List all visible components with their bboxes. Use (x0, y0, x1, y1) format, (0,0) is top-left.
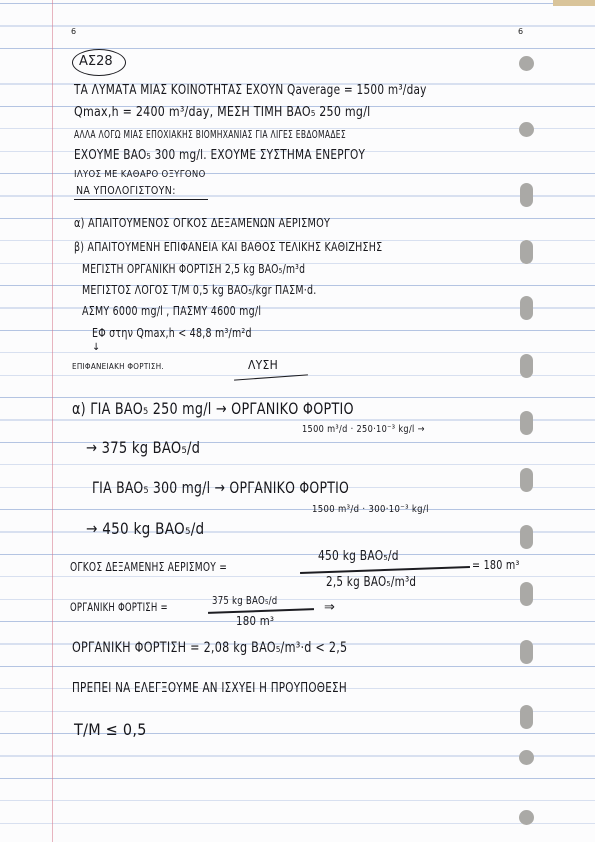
problem-line-3: ΑΛΛΑ ΛΟΓΩ ΜΙΑΣ ΕΠΟΧΙΑΚΗΣ ΒΙΟΜΗΧΑΝΙΑΣ ΓΙΑ ΛΙΓΕΣ ΕΒΔΟΜΑΔΕΣ (74, 129, 346, 141)
page-number-right: 6 (518, 27, 524, 36)
solution-line-7-numerator: 450 kg BAO₅/d (318, 549, 399, 564)
double-arrow-icon: ⇒ (324, 600, 336, 615)
binder-hole-icon (520, 411, 533, 435)
binder-hole-icon (520, 240, 533, 264)
question-b-line-3: ΜΕΓΙΣΤΟΣ ΛΟΓΟΣ Τ/Μ 0,5 kg BAO₅/kgr ΠΑΣΜ·d. (82, 282, 317, 297)
solution-line-2: 1500 m³/d · 250·10⁻³ kg/l → (302, 424, 425, 435)
question-b-line-1: β) ΑΠΑΙΤΟΥΜΕΝΗ ΕΠΙΦΑΝΕΙΑ ΚΑΙ ΒΑΘΟΣ ΤΕΛΙΚΗΣ ΚΑΘΙΖΗΣΗΣ (74, 239, 383, 254)
solution-line-9: ΟΡΓΑΝΙΚΗ ΦΟΡΤΙΣΗ = 2,08 kg BAO₅/m³·d < 2,5 (72, 640, 348, 656)
binder-hole-icon (520, 468, 533, 492)
binder-hole-icon (520, 183, 533, 207)
problem-line-6: ΝΑ ΥΠΟΛΟΓΙΣΤΟΥΝ: (76, 185, 176, 197)
solution-line-1: α) ΓΙΑ BAO₅ 250 mg/l → ΟΡΓΑΝΙΚΟ ΦΟΡΤΙΟ (72, 399, 354, 418)
binder-hole-icon (520, 582, 533, 606)
problem-line-2: Qmax,h = 2400 m³/day, ΜΕΣΗ ΤΙΜΗ BAO₅ 250 mg/l (74, 104, 371, 120)
binder-hole-icon (519, 810, 534, 825)
down-arrow-icon: ↓ (92, 342, 101, 353)
fraction-bar (300, 566, 470, 573)
binder-hole-icon (520, 705, 533, 729)
question-b-line-2: ΜΕΓΙΣΤΗ ΟΡΓΑΝΙΚΗ ΦΟΡΤΙΣΗ 2,5 kg BAO₅/m³d (82, 261, 306, 276)
problem-line-1: ΤΑ ΛΥΜΑΤΑ ΜΙΑΣ ΚΟΙΝΟΤΗΤΑΣ ΕΧΟΥΝ Qaverage = 1500 m³/day (74, 82, 427, 98)
solution-line-8-label: ΟΡΓΑΝΙΚΗ ΦΟΡΤΙΣΗ = (70, 600, 168, 614)
underline (234, 374, 308, 380)
solution-line-7-label: ΟΓΚΟΣ ΔΕΞΑΜΕΝΗΣ ΑΕΡΙΣΜΟΥ = (70, 560, 228, 574)
underline (74, 199, 208, 200)
fraction-bar (208, 608, 314, 613)
problem-line-5: ΙΛΥΟΣ ΜΕ ΚΑΘΑΡΟ ΟΞΥΓΟΝΟ (74, 169, 206, 180)
question-b-line-6: ΕΠΙΦΑΝΕΙΑΚΗ ΦΟΡΤΙΣΗ. (72, 362, 164, 371)
title-circle (72, 49, 126, 76)
question-a: α) ΑΠΑΙΤΟΥΜΕΝΟΣ ΟΓΚΟΣ ΔΕΞΑΜΕΝΩΝ ΑΕΡΙΣΜΟΥ (74, 215, 331, 230)
binder-hole-icon (520, 296, 533, 320)
solution-title: ΛΥΣΗ (248, 358, 279, 372)
solution-line-7-denominator: 2,5 kg BAO₅/m³d (326, 575, 417, 590)
solution-line-3: → 375 kg BAO₅/d (86, 438, 201, 457)
solution-line-5: 1500 m³/d · 300·10⁻³ kg/l (312, 504, 429, 515)
binder-hole-icon (520, 354, 533, 378)
solution-line-6: → 450 kg BAO₅/d (86, 519, 205, 538)
page-number-left: 6 (71, 27, 77, 36)
binder-hole-icon (520, 525, 533, 549)
solution-line-11: Τ/Μ ≤ 0,5 (74, 720, 147, 739)
problem-title: ΑΣ28 (79, 54, 113, 69)
solution-line-10: ΠΡΕΠΕΙ ΝΑ ΕΛΕΓΞΟΥΜΕ ΑΝ ΙΣΧΥΕΙ Η ΠΡΟΥΠΟΘΕΣΗ (72, 681, 347, 696)
solution-line-8-numerator: 375 kg BAO₅/d (212, 594, 278, 607)
binder-hole-icon (520, 640, 533, 664)
solution-line-8-denominator: 180 m³ (236, 614, 275, 628)
page-corner-tab (553, 0, 595, 6)
problem-line-4: ΕΧΟΥΜΕ BAO₅ 300 mg/l. ΕΧΟΥΜΕ ΣΥΣΤΗΜΑ ΕΝΕΡΓΟΥ (74, 147, 366, 163)
question-b-line-4: ΑΣΜΥ 6000 mg/l , ΠΑΣΜΥ 4600 mg/l (82, 303, 262, 318)
question-b-line-5: ΕΦ στην Qmax,h < 48,8 m³/m²d (92, 325, 252, 340)
solution-line-4: ΓΙΑ BAO₅ 300 mg/l → ΟΡΓΑΝΙΚΟ ΦΟΡΤΙΟ (92, 478, 350, 497)
solution-line-7-result: = 180 m³ (472, 558, 520, 572)
binder-hole-icon (519, 750, 534, 765)
binder-hole-icon (519, 56, 534, 71)
binder-hole-icon (519, 122, 534, 137)
